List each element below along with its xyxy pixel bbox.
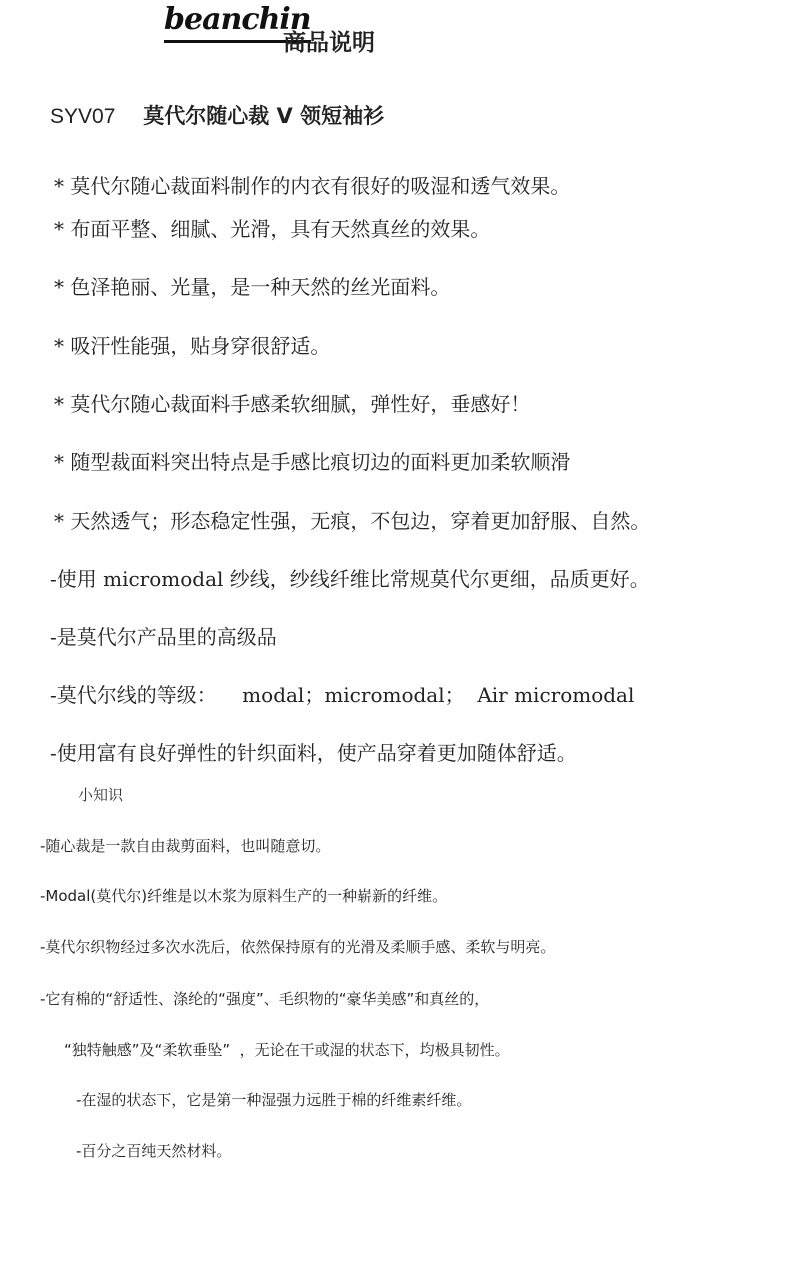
product-name: 莫代尔随心裁 V 领短袖衫	[143, 104, 385, 128]
knowledge-item: -Modal(莫代尔)纤维是以木浆为原料生产的一种崭新的纤维。	[40, 887, 448, 905]
feature-item: * 布面平整、细腻、光滑，具有天然真丝的效果。	[54, 217, 491, 241]
feature-item: -使用富有良好弹性的针织面料，使产品穿着更加随体舒适。	[50, 741, 577, 765]
feature-item: -是莫代尔产品里的高级品	[50, 625, 277, 649]
product-heading	[50, 100, 384, 130]
feature-item: * 莫代尔随心裁面料制作的内衣有很好的吸湿和透气效果。	[54, 174, 571, 198]
feature-item: -使用 micromodal 纱线，纱线纤维比常规莫代尔更细，品质更好。	[50, 567, 650, 591]
knowledge-item: -它有棉的“舒适性、涤纶的“强度”、毛织物的“豪华美感”和真丝的，	[40, 990, 490, 1008]
page-title: 商品说明	[283, 30, 375, 56]
knowledge-item: -在湿的状态下，它是第一种湿强力远胜于棉的纤维素纤维。	[76, 1091, 472, 1109]
brand-logo-text: beanchin	[164, 2, 311, 43]
knowledge-item: “独特触感”及“柔软垂坠” ，无论在干或湿的状态下，均极具韧性。	[64, 1041, 510, 1059]
knowledge-heading: 小知识	[78, 786, 124, 804]
feature-item: * 随型裁面料突出特点是手感比痕切边的面料更加柔软顺滑	[54, 450, 571, 474]
feature-item: * 色泽艳丽、光量，是一种天然的丝光面料。	[54, 275, 451, 299]
knowledge-item: -随心裁是一款自由裁剪面料，也叫随意切。	[40, 837, 331, 855]
feature-item: -莫代尔线的等级： modal；micromodal； Air micromodal	[50, 683, 635, 707]
product-code: SYV07	[50, 105, 116, 128]
feature-item: * 莫代尔随心裁面料手感柔软细腻，弹性好，垂感好！	[54, 392, 531, 416]
feature-item: * 天然透气；形态稳定性强，无痕，不包边，穿着更加舒服、自然。	[54, 509, 651, 533]
feature-item: * 吸汗性能强，贴身穿很舒适。	[54, 334, 331, 358]
knowledge-item: -莫代尔织物经过多次水洗后，依然保持原有的光滑及柔顺手感、柔软与明亮。	[40, 938, 556, 956]
knowledge-item: -百分之百纯天然材料。	[76, 1142, 232, 1160]
